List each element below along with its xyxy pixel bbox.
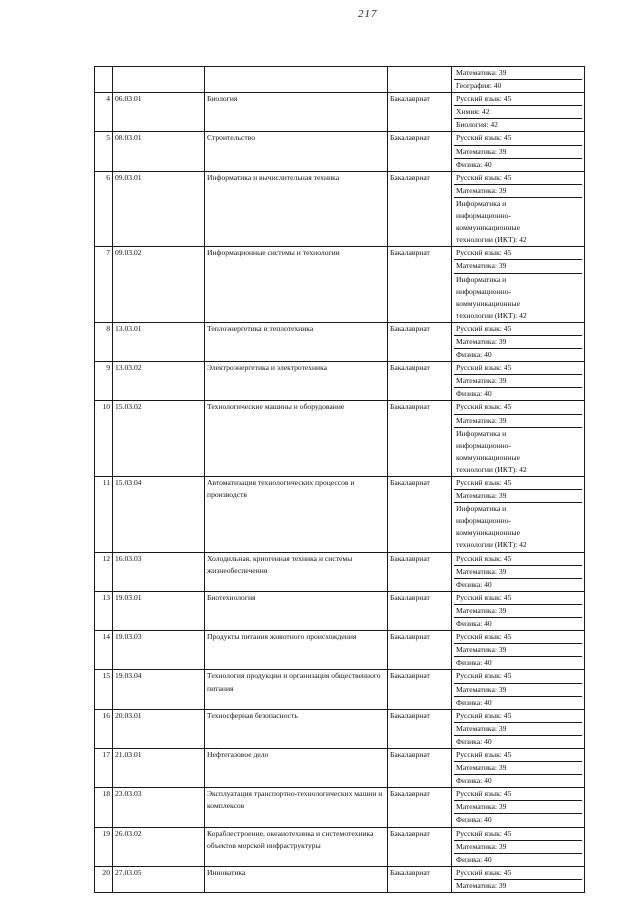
program-name: Электроэнергетика и электротехника xyxy=(205,362,388,401)
table-body xyxy=(95,67,585,893)
program-name xyxy=(205,67,388,93)
row-number: 12 xyxy=(95,552,113,591)
program-code: 09.03.01 xyxy=(113,171,205,247)
table-row xyxy=(95,247,585,323)
exam-min-score: Математика: 39 xyxy=(454,841,582,854)
row-number: 8 xyxy=(95,322,113,361)
education-level: Бакалавриат xyxy=(388,247,452,323)
exam-min-score: Физика: 40 xyxy=(456,350,492,360)
exam-min-score: Математика: 39 xyxy=(454,566,582,579)
exam-min-score: Математика: 39 xyxy=(454,415,582,428)
program-code: 13.03.01 xyxy=(113,322,205,361)
entrance-exams xyxy=(452,362,585,401)
exam-min-score: Математика: 39 xyxy=(454,146,582,159)
program-code: 27.03.05 xyxy=(113,866,205,892)
exam-min-score: Русский язык: 45 xyxy=(454,670,582,683)
program-code: 06.03.01 xyxy=(113,93,205,132)
program-name: Строительство xyxy=(205,132,388,171)
row-number: 10 xyxy=(95,401,113,477)
education-level: Бакалавриат xyxy=(388,631,452,670)
education-level: Бакалавриат xyxy=(388,171,452,247)
program-name: Кораблестроение, океанотехника и системотехника объектов морской инфраструктуры xyxy=(205,827,388,866)
exam-min-score: Математика: 39 xyxy=(454,336,582,349)
exam-min-score: Математика: 39 xyxy=(454,684,582,697)
entrance-exams xyxy=(452,827,585,866)
program-code: 20.03.01 xyxy=(113,709,205,748)
exam-min-score: Математика: 39 xyxy=(454,605,582,618)
table-row xyxy=(95,709,585,748)
program-name: Биология xyxy=(205,93,388,132)
program-code: 19.03.04 xyxy=(113,670,205,709)
exam-min-score: Русский язык: 45 xyxy=(454,132,582,145)
program-name: Автоматизация технологических процессов и производств xyxy=(205,477,388,553)
education-level: Бакалавриат xyxy=(388,709,452,748)
exam-min-score: Физика: 40 xyxy=(456,159,492,169)
exam-min-score: Математика: 39 xyxy=(454,801,582,814)
exam-min-score: Русский язык: 45 xyxy=(454,828,582,841)
exam-min-score: Русский язык: 45 xyxy=(454,362,582,375)
table-row xyxy=(95,631,585,670)
exam-min-score: Физика: 40 xyxy=(456,815,492,825)
education-level: Бакалавриат xyxy=(388,477,452,553)
education-level: Бакалавриат xyxy=(388,132,452,171)
admission-table xyxy=(94,66,585,893)
entrance-exams xyxy=(452,247,585,323)
exam-min-score: Физика: 40 xyxy=(456,579,492,589)
program-code: 09.03.02 xyxy=(113,247,205,323)
program-name: Информатика и вычислительная техника xyxy=(205,171,388,247)
entrance-exams xyxy=(452,132,585,171)
entrance-exams xyxy=(452,670,585,709)
table-row xyxy=(95,362,585,401)
exam-min-score: Русский язык: 45 xyxy=(454,592,582,605)
exam-min-score: Русский язык: 45 xyxy=(454,477,582,490)
entrance-exams xyxy=(452,709,585,748)
exam-min-score: Русский язык: 45 xyxy=(454,553,582,566)
entrance-exams xyxy=(452,552,585,591)
education-level: Бакалавриат xyxy=(388,748,452,787)
exam-min-score: Математика: 39 xyxy=(454,644,582,657)
program-code: 13.03.02 xyxy=(113,362,205,401)
entrance-exams xyxy=(452,477,585,553)
exam-min-score: Русский язык: 45 xyxy=(454,93,582,106)
education-level: Бакалавриат xyxy=(388,362,452,401)
exam-min-score: Русский язык: 45 xyxy=(454,749,582,762)
exam-min-score: Русский язык: 45 xyxy=(454,867,582,880)
exam-min-score: Русский язык: 45 xyxy=(454,631,582,644)
row-number: 14 xyxy=(95,631,113,670)
exam-min-score: Математика: 39 xyxy=(454,375,582,388)
exam-min-score: Русский язык: 45 xyxy=(454,172,582,185)
entrance-exams xyxy=(452,866,585,892)
exam-min-score: Математика: 39 xyxy=(454,490,582,503)
exam-min-score: Физика: 40 xyxy=(456,776,492,786)
row-number: 4 xyxy=(95,93,113,132)
table-row xyxy=(95,788,585,827)
exam-min-score: Физика: 40 xyxy=(456,736,492,746)
program-code xyxy=(113,67,205,93)
education-level xyxy=(388,67,452,93)
row-number: 5 xyxy=(95,132,113,171)
row-number: 13 xyxy=(95,591,113,630)
table-row xyxy=(95,171,585,247)
exam-min-score: Химия: 42 xyxy=(454,106,582,119)
exam-min-score: География: 40 xyxy=(456,81,502,91)
program-code: 23.03.03 xyxy=(113,788,205,827)
exam-min-score: Русский язык: 45 xyxy=(454,401,582,414)
table-row xyxy=(95,670,585,709)
exam-min-score: Математика: 39 xyxy=(454,67,582,80)
page-number: 217 xyxy=(358,8,378,20)
table-row xyxy=(95,401,585,477)
exam-min-score: Русский язык: 45 xyxy=(454,788,582,801)
exam-min-score: Математика: 39 xyxy=(454,185,582,198)
exam-min-score: Математика: 39 xyxy=(454,723,582,736)
table-row xyxy=(95,322,585,361)
row-number: 6 xyxy=(95,171,113,247)
table-row xyxy=(95,477,585,553)
table-row xyxy=(95,591,585,630)
table-row xyxy=(95,93,585,132)
row-number: 9 xyxy=(95,362,113,401)
program-code: 15.03.04 xyxy=(113,477,205,553)
program-code: 16.03.03 xyxy=(113,552,205,591)
table-row xyxy=(95,827,585,866)
entrance-exams xyxy=(452,322,585,361)
program-name: Теплоэнергетика и теплотехника xyxy=(205,322,388,361)
education-level: Бакалавриат xyxy=(388,866,452,892)
table-row xyxy=(95,67,585,93)
program-code: 19.03.01 xyxy=(113,591,205,630)
row-number xyxy=(95,67,113,93)
exam-min-score: Математика: 39 xyxy=(456,880,507,890)
row-number: 16 xyxy=(95,709,113,748)
exam-min-score: Математика: 39 xyxy=(454,260,582,273)
program-name: Информационные системы и технологии xyxy=(205,247,388,323)
program-code: 15.03.02 xyxy=(113,401,205,477)
exam-min-score: Физика: 40 xyxy=(456,697,492,707)
program-code: 21.03.01 xyxy=(113,748,205,787)
exam-min-score: Информатика и информационно- коммуникационные технологии (ИКТ): 42 xyxy=(456,428,527,474)
exam-min-score: Информатика и информационно- коммуникационные технологии (ИКТ): 42 xyxy=(456,504,527,550)
program-code: 08.03.01 xyxy=(113,132,205,171)
education-level: Бакалавриат xyxy=(388,827,452,866)
program-name: Эксплуатация транспортно-технологических машин и комплексов xyxy=(205,788,388,827)
entrance-exams xyxy=(452,591,585,630)
program-code: 26.03.02 xyxy=(113,827,205,866)
program-name: Биотехнология xyxy=(205,591,388,630)
exam-min-score: Информатика и информационно- коммуникационные технологии (ИКТ): 42 xyxy=(456,274,527,320)
education-level: Бакалавриат xyxy=(388,552,452,591)
exam-min-score: Физика: 40 xyxy=(456,658,492,668)
entrance-exams xyxy=(452,171,585,247)
program-name: Технологические машины и оборудование xyxy=(205,401,388,477)
exam-min-score: Математика: 39 xyxy=(454,762,582,775)
exam-min-score: Русский язык: 45 xyxy=(454,247,582,260)
education-level: Бакалавриат xyxy=(388,788,452,827)
row-number: 18 xyxy=(95,788,113,827)
program-name: Нефтегазовое дело xyxy=(205,748,388,787)
row-number: 7 xyxy=(95,247,113,323)
entrance-exams xyxy=(452,67,585,93)
exam-min-score: Русский язык: 45 xyxy=(454,323,582,336)
exam-min-score: Информатика и информационно- коммуникационные технологии (ИКТ): 42 xyxy=(456,198,527,245)
row-number: 15 xyxy=(95,670,113,709)
row-number: 11 xyxy=(95,477,113,553)
exam-min-score: Биология: 42 xyxy=(456,120,498,130)
entrance-exams xyxy=(452,93,585,132)
table-row xyxy=(95,748,585,787)
exam-min-score: Русский язык: 45 xyxy=(454,710,582,723)
table-row xyxy=(95,132,585,171)
row-number: 19 xyxy=(95,827,113,866)
education-level: Бакалавриат xyxy=(388,93,452,132)
program-code: 19.03.03 xyxy=(113,631,205,670)
program-name: Продукты питания животного происхождения xyxy=(205,631,388,670)
table-row xyxy=(95,866,585,892)
row-number: 20 xyxy=(95,866,113,892)
row-number: 17 xyxy=(95,748,113,787)
entrance-exams xyxy=(452,748,585,787)
program-name: Инноватика xyxy=(205,866,388,892)
education-level: Бакалавриат xyxy=(388,591,452,630)
table-row xyxy=(95,552,585,591)
program-name: Технология продукции и организация общественного питания xyxy=(205,670,388,709)
education-level: Бакалавриат xyxy=(388,401,452,477)
program-name: Холодильная, криогенная техника и системы жизнеобеспечения xyxy=(205,552,388,591)
exam-min-score: Физика: 40 xyxy=(456,854,492,864)
program-name: Техносферная безопасность xyxy=(205,709,388,748)
education-level: Бакалавриат xyxy=(388,322,452,361)
entrance-exams xyxy=(452,401,585,477)
education-level: Бакалавриат xyxy=(388,670,452,709)
entrance-exams xyxy=(452,788,585,827)
exam-min-score: Физика: 40 xyxy=(456,389,492,399)
entrance-exams xyxy=(452,631,585,670)
exam-min-score: Физика: 40 xyxy=(456,619,492,629)
